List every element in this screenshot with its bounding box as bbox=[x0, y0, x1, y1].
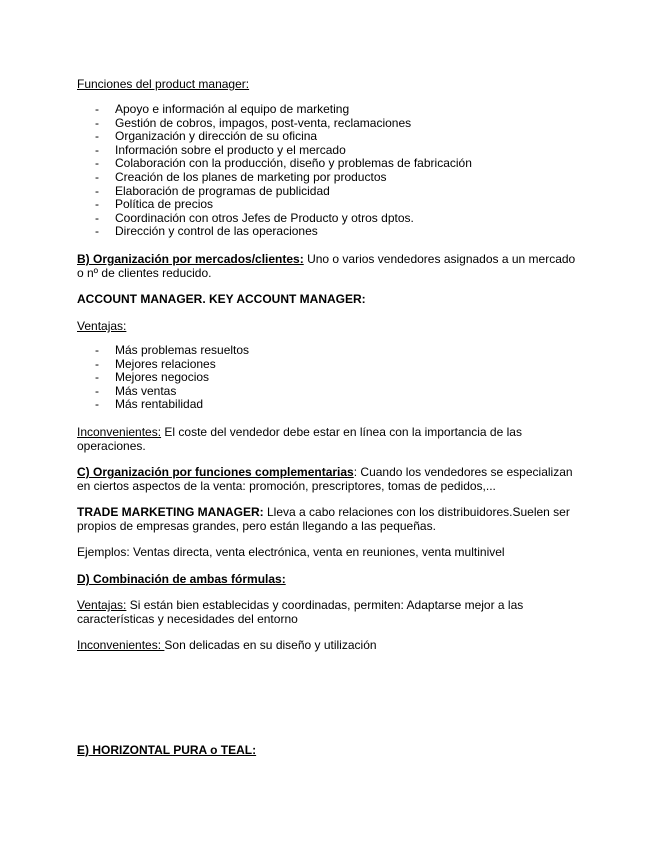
list-dash-marker: - bbox=[95, 169, 99, 184]
section-c-paragraph bbox=[77, 465, 582, 493]
list-item-text: Mejores negocios bbox=[115, 370, 210, 385]
list-item-text: Organización y dirección de su oficina bbox=[115, 129, 318, 144]
trade-marketing-text: Lleva a cabo relaciones con los distribuidores.Suelen ser propios de empresas grandes, pero están llegando a las pequeñas. bbox=[77, 505, 570, 533]
list-dash-marker: - bbox=[95, 356, 99, 371]
list-dash-marker: - bbox=[95, 224, 99, 239]
ventajas-list bbox=[77, 344, 582, 412]
list-dash-marker: - bbox=[95, 156, 99, 171]
list-item-text: Elaboración de programas de publicidad bbox=[115, 183, 330, 198]
functions-list-item bbox=[77, 185, 582, 199]
list-item-text: Información sobre el producto y el mercado bbox=[115, 142, 346, 157]
list-dash-marker: - bbox=[95, 142, 99, 157]
list-item-text: Apoyo e información al equipo de marketing bbox=[115, 102, 350, 116]
list-dash-marker: - bbox=[95, 343, 99, 357]
ventajas-d-paragraph bbox=[77, 598, 582, 626]
functions-list bbox=[77, 103, 582, 239]
list-dash-marker: - bbox=[95, 183, 99, 198]
functions-list-item bbox=[77, 130, 582, 144]
list-item-text: Más rentabilidad bbox=[115, 397, 204, 412]
ventajas-d-text: Si están bien establecidas y coordinadas, permiten: Adaptarse mejor a las características y necesidades del entorno bbox=[77, 598, 524, 626]
list-item-text: Más problemas resueltos bbox=[115, 343, 250, 357]
list-dash-marker: - bbox=[95, 102, 99, 116]
section-d-title: D) Combinación de ambas fórmulas: bbox=[77, 572, 286, 586]
list-item-text: Más ventas bbox=[115, 383, 177, 398]
list-item-text: Gestión de cobros, impagos, post-venta, reclamaciones bbox=[115, 115, 412, 130]
list-dash-marker: - bbox=[95, 383, 99, 398]
inconvenientes-d-paragraph bbox=[77, 638, 582, 652]
list-item-text: Coordinación con otros Jefes de Producto y otros dptos. bbox=[115, 210, 414, 225]
functions-list-item bbox=[77, 157, 582, 171]
ventajas-list-item bbox=[77, 385, 582, 399]
section-b-text: Uno o varios vendedores asignados a un mercado o nº de clientes reducido. bbox=[77, 252, 576, 280]
ventajas-list-item bbox=[77, 371, 582, 385]
ventajas-heading: Ventajas: bbox=[77, 319, 127, 333]
list-dash-marker: - bbox=[95, 210, 99, 225]
list-dash-marker: - bbox=[95, 397, 99, 412]
functions-list-item bbox=[77, 198, 582, 212]
functions-list-item bbox=[77, 171, 582, 185]
functions-list-item bbox=[77, 212, 582, 226]
list-item-text: Mejores relaciones bbox=[115, 356, 216, 371]
functions-heading: Funciones del product manager: bbox=[77, 77, 250, 91]
functions-list-item bbox=[77, 117, 582, 131]
inconvenientes-d-text: Son delicadas en su diseño y utilización bbox=[164, 638, 377, 652]
list-item-text: Creación de los planes de marketing por productos bbox=[115, 169, 387, 184]
functions-list-item bbox=[77, 225, 582, 239]
list-dash-marker: - bbox=[95, 115, 99, 130]
section-b-paragraph bbox=[77, 252, 582, 280]
inconvenientes-d-label: Inconvenientes: bbox=[77, 638, 165, 652]
trade-marketing-title: TRADE MARKETING MANAGER: bbox=[77, 505, 264, 519]
ventajas-list-item bbox=[77, 344, 582, 358]
list-item-text: Colaboración con la producción, diseño y problemas de fabricación bbox=[115, 156, 472, 171]
section-b-title: B) Organización por mercados/clientes: bbox=[77, 252, 304, 266]
ventajas-list-item bbox=[77, 398, 582, 412]
ventajas-d-label: Ventajas: bbox=[77, 598, 127, 612]
list-dash-marker: - bbox=[95, 370, 99, 385]
ejemplos-paragraph: Ejemplos: Ventas directa, venta electrónica, venta en reuniones, venta multinivel bbox=[77, 545, 505, 559]
list-dash-marker: - bbox=[95, 197, 99, 212]
account-manager-title: ACCOUNT MANAGER. KEY ACCOUNT MANAGER: bbox=[77, 292, 366, 306]
trade-marketing-paragraph bbox=[77, 505, 582, 533]
section-c-text: : Cuando los vendedores se especializan en ciertos aspectos de la venta: promoción, prescriptores, tomas de pedidos,... bbox=[77, 465, 573, 493]
list-dash-marker: - bbox=[95, 129, 99, 144]
list-item-text: Dirección y control de las operaciones bbox=[115, 224, 318, 239]
ventajas-list-item bbox=[77, 358, 582, 372]
inconvenientes-b-paragraph bbox=[77, 425, 582, 453]
inconvenientes-b-label: Inconvenientes: bbox=[77, 425, 162, 439]
section-e-title: E) HORIZONTAL PURA o TEAL: bbox=[77, 743, 257, 757]
list-item-text: Política de precios bbox=[115, 197, 214, 212]
functions-list-item bbox=[77, 144, 582, 158]
section-c-title: C) Organización por funciones complementarias bbox=[77, 465, 354, 479]
functions-list-item bbox=[77, 103, 582, 117]
inconvenientes-b-text: El coste del vendedor debe estar en línea con la importancia de las operaciones. bbox=[77, 425, 522, 453]
